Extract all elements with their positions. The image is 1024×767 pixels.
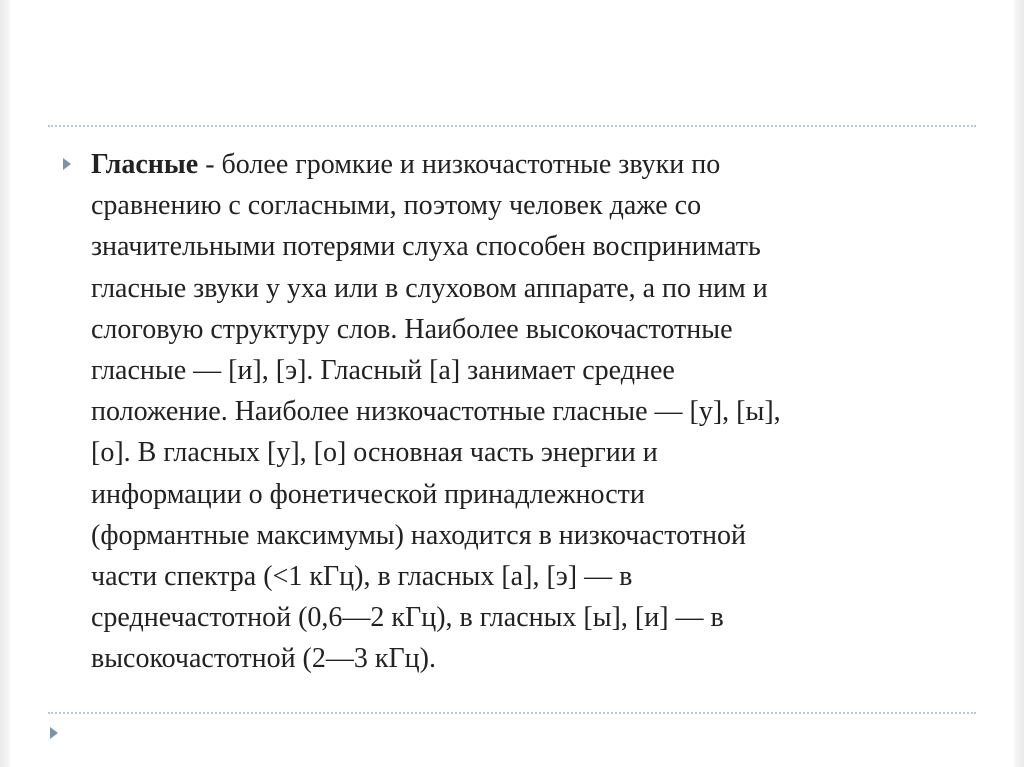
term-heading: Гласные bbox=[91, 149, 199, 180]
text-line-4: гласные звуки у уха или в слуховом аппарате, а по ним и bbox=[91, 272, 768, 304]
text-line-13: высокочастотной (2—3 кГц). bbox=[91, 643, 436, 675]
text-line-12: среднечастотной (0,6—2 кГц), в гласных [ы], [и] — в bbox=[91, 602, 724, 634]
slide-body-text bbox=[91, 144, 951, 680]
slide-right-frame bbox=[1014, 0, 1024, 767]
bullet-arrow-icon bbox=[63, 158, 71, 170]
text-line-5: слоговую структуру слов. Наиболее высокочастотные bbox=[91, 313, 733, 345]
text-line-8: [о]. В гласных [у], [о] основная часть энергии и bbox=[91, 437, 658, 469]
top-divider bbox=[48, 125, 976, 127]
text-line-6: гласные — [и], [э]. Гласный [а] занимает среднее bbox=[91, 355, 675, 387]
text-line-2: сравнению с согласными, поэтому человек даже со bbox=[91, 190, 702, 222]
slide-left-frame bbox=[0, 0, 10, 767]
text-line-9: информации о фонетической принадлежности bbox=[91, 478, 645, 510]
bottom-divider bbox=[48, 712, 976, 714]
empty-bullet-arrow-icon bbox=[50, 727, 58, 739]
text-line-1 bbox=[91, 144, 951, 185]
text-line-11: части спектра (<1 кГц), в гласных [а], [э] — в bbox=[91, 561, 633, 593]
text-line-7: положение. Наиболее низкочастотные гласные — [у], [ы], bbox=[91, 396, 781, 428]
text-line-10: (формантные максимумы) находится в низкочастотной bbox=[91, 519, 746, 551]
text-line-3: значительными потерями слуха способен воспринимать bbox=[91, 231, 761, 263]
text-line-1-rest: - более громкие и низкочастотные звуки по bbox=[198, 149, 721, 180]
